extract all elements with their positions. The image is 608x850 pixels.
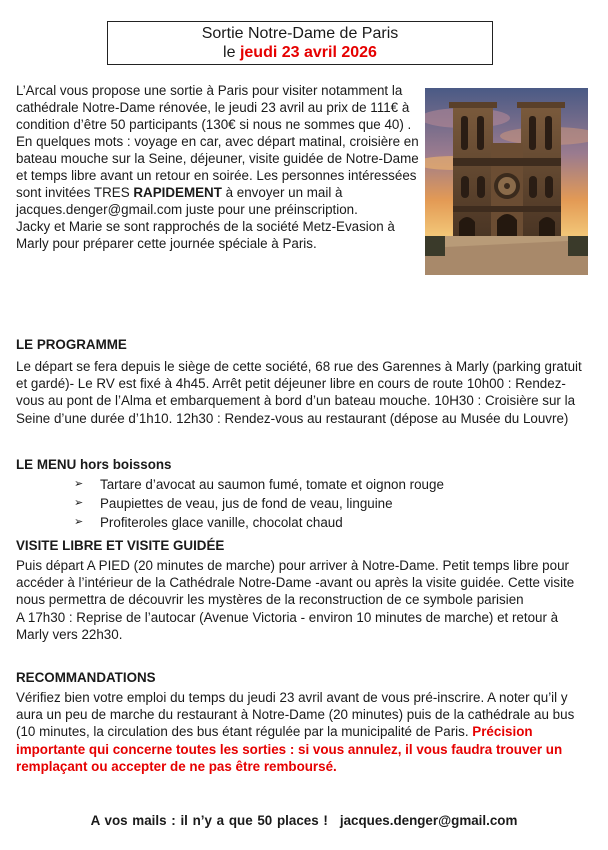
title-line1: Sortie Notre-Dame de Paris (201, 25, 399, 42)
footer-line (0, 812, 608, 829)
programme-section (16, 336, 592, 427)
arrow-bullet-icon: ➢ (74, 497, 84, 509)
recommandations-section (16, 669, 592, 775)
title-prefix: le (223, 44, 240, 61)
arrow-bullet-icon: ➢ (74, 478, 84, 490)
intro-part2: à envoyer un mail à jacques.denger@gmail.com juste pour une préinscription. (16, 185, 358, 217)
intro-part1: L’Arcal vous propose une sortie à Paris pour visiter notamment la cathédrale Notre-Dame rénovée, le jeudi 23 avril au prix de 111€ à condition d’être 50 participants (130€ si nous ne sommes que 40) . En quelques mots : voyage en car, avec départ matinal, croisière en bateau mouche sur la Seine, déjeuner, visite guidée de Notre-Dame et temps libre avant un retour en soirée. Les personnes intéressées sont invitées TRES (16, 83, 419, 200)
menu-heading: LE MENU hors boissons (16, 457, 172, 472)
title-box (107, 21, 493, 65)
intro-part3: Jacky et Marie se sont rapprochés de la société Metz-Evasion à Marly pour préparer cette journée spéciale à Paris. (16, 219, 395, 251)
title-line2 (108, 43, 492, 62)
menu-item: ➢ Tartare d’avocat au saumon fumé, tomate et oignon rouge (74, 477, 444, 492)
visite-text2: A 17h30 : Reprise de l’autocar (Avenue Victoria - environ 10 minutes de marche) et retour à Marly vers 22h30. (16, 609, 559, 642)
footer-text: A vos mails : il n’y a que 50 places ! (90, 813, 328, 828)
footer-email[interactable]: jacques.denger@gmail.com (339, 813, 518, 828)
menu-item: ➢ Paupiettes de veau, jus de fond de veau, linguine (74, 496, 393, 511)
cancellation-warning: Précision importante qui concerne toutes les sorties : si vous annulez, il vous faudra trouver un remplaçant ou accepter de ne pas être remboursé. (16, 724, 563, 774)
recommandations-heading: RECOMMANDATIONS (16, 670, 156, 685)
title-date: jeudi 23 avril 2026 (239, 44, 377, 61)
intro-bold-word: RAPIDEMENT (133, 185, 222, 200)
recommandations-body: Vérifiez bien votre emploi du temps du jeudi 23 avril avant de vous pré-inscrire. A noter qu’il y aura un peu de marche du restaurant à Notre-Dame (20 minutes) puis de la cathédrale au bus (10 minutes, la circulation des bus étant régulée par la municipalité de Paris. (16, 690, 575, 740)
menu-section (16, 456, 592, 532)
visite-section (16, 537, 592, 643)
recommandations-text (16, 689, 592, 775)
arrow-bullet-icon: ➢ (74, 516, 84, 528)
programme-heading: LE PROGRAMME (16, 337, 127, 352)
programme-text: Le départ se fera depuis le siège de cette société, 68 rue des Garennes à Marly (parking gratuit et gardé)- Le RV est fixé à 4h45. Arrêt petit déjeuner libre en cours de route 10h00 : Rendez-vous au pont de l’Alma et embarquement à bord d’un bateau mouche. 10H30 : Croisière sur la Seine d’une durée d’1h10. 12h30 : Rendez-vous au restaurant (dépose au Musée du Louvre) (16, 359, 582, 426)
visite-heading: VISITE LIBRE ET VISITE GUIDÉE (16, 538, 225, 553)
notre-dame-photo (425, 88, 588, 275)
intro-text (16, 82, 420, 252)
visite-text1: Puis départ A PIED (20 minutes de marche) pour arriver à Notre-Dame. Petit temps libre pour accéder à l’intérieur de la Cathédrale Notre-Dame -avant ou après la visite guidée. Cette visite nous permettra de découvrir les mystères de la reconstruction de ce symbole parisien (16, 558, 575, 608)
menu-item: ➢ Profiteroles glace vanille, chocolat chaud (74, 515, 343, 530)
menu-list (16, 475, 592, 532)
